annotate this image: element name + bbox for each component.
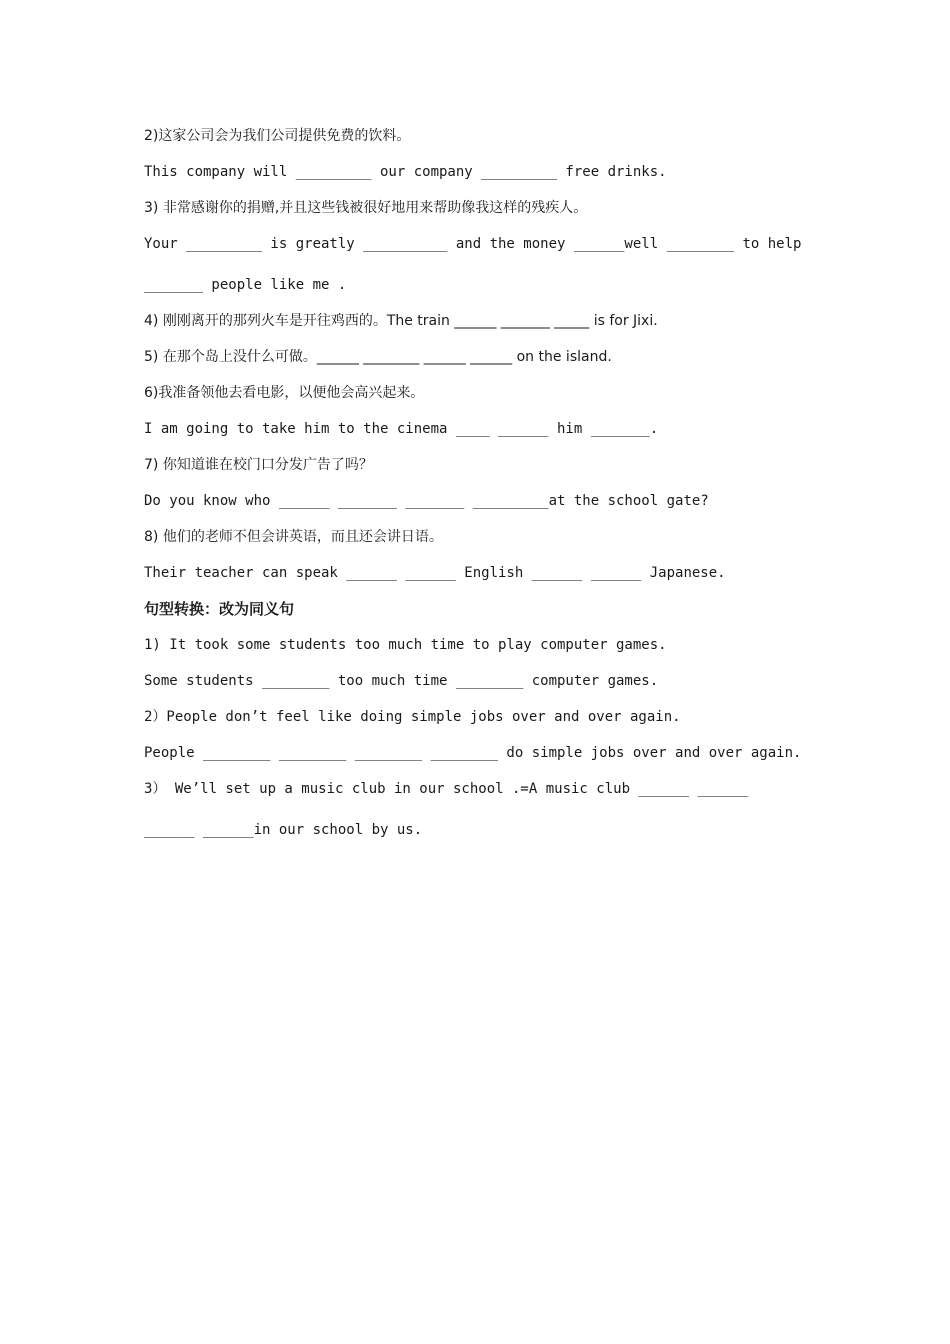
en-blank-line-7: Do you know who ______ _______ _______ _________at the school gate?: [144, 493, 709, 509]
cn-sentence-5: 5) 在那个岛上没什么可做。______ ________ ______ ______ on the island.: [144, 349, 612, 365]
rewrite-sentence-2: 2）People don’t feel like doing simple jobs over and over again.: [144, 709, 681, 725]
cn-sentence-7: 7) 你知道谁在校门口分发广告了吗？: [144, 457, 373, 473]
worksheet-page: [144, 126, 814, 856]
en-blank-line-6: I am going to take him to the cinema ____ ______ him _______.: [144, 421, 659, 437]
cn-sentence-2: 2)这家公司会为我们公司提供免费的饮料。: [144, 128, 411, 144]
rewrite-blank-line-2: People ________ ________ ________ ________ do simple jobs over and over again.: [144, 745, 802, 761]
en-blank-line-3a: Your _________ is greatly __________ and the money ______well ________ to help: [144, 236, 802, 252]
rewrite-sentence-3a: 3） We’ll set up a music club in our school .=A music club ______ ______: [144, 781, 749, 797]
cn-sentence-6: 6)我准备领他去看电影，以便他会高兴起来。: [144, 385, 425, 401]
section-heading: 句型转换：改为同义句: [144, 600, 295, 618]
en-blank-line-2: This company will _________ our company _________ free drinks.: [144, 164, 667, 180]
cn-sentence-3: 3) 非常感谢你的捐赠,并且这些钱被很好地用来帮助像我这样的残疾人。: [144, 200, 588, 216]
rewrite-sentence-1: 1) It took some students too much time to play computer games.: [144, 637, 667, 653]
cn-sentence-8: 8) 他们的老师不但会讲英语，而且还会讲日语。: [144, 529, 443, 545]
rewrite-blank-line-1: Some students ________ too much time ________ computer games.: [144, 673, 659, 689]
rewrite-sentence-3b: ______ ______in our school by us.: [144, 822, 423, 838]
cn-sentence-4: 4) 刚刚离开的那列火车是开往鸡西的。The train ______ _______ _____ is for Jixi.: [144, 313, 658, 329]
en-blank-line-8: Their teacher can speak ______ ______ English ______ ______ Japanese.: [144, 565, 726, 581]
en-blank-line-3b: _______ people like me .: [144, 277, 347, 293]
